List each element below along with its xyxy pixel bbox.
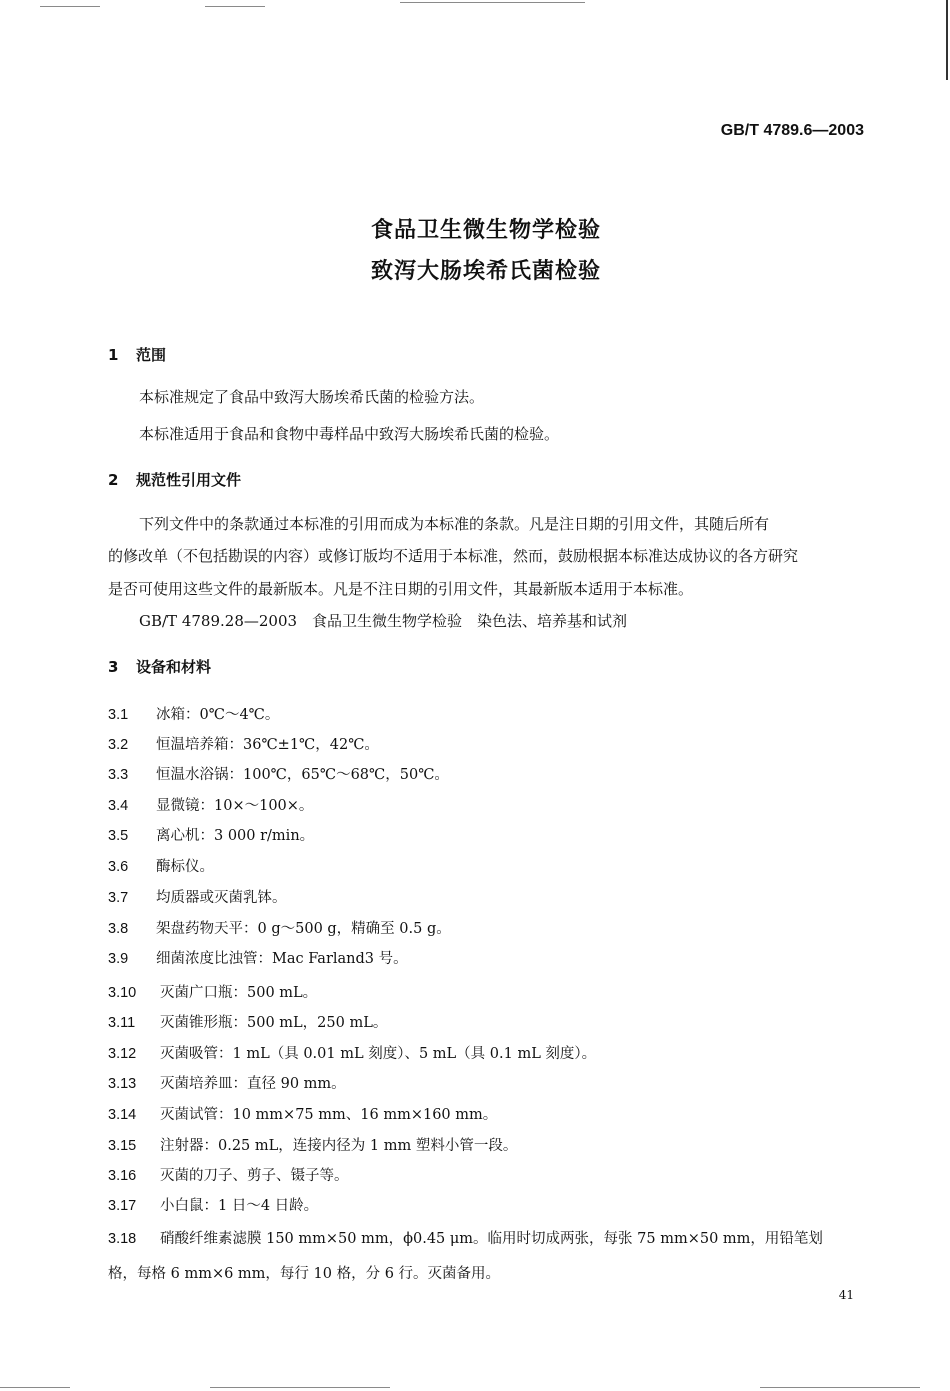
list-item: 3.8 架盘药物天平：0 g～500 g，精确至 0.5 g。 [108,921,451,937]
scan-artifact-top-right [400,2,585,3]
list-item: 3.6 酶标仪。 [108,859,214,875]
section-number: 1 [108,346,119,364]
s2-paragraph-line-1: 下列文件中的条款通过本标准的引用而成为本标准的条款。凡是注日期的引用文件，其随后所有 [139,515,770,533]
scan-artifact-bottom-left [0,1387,70,1388]
scan-artifact-bottom-right [760,1387,920,1388]
s2-paragraph-line-2: 的修改单（不包括勘误的内容）或修订版均不适用于本标准，然而，鼓励根据本标准达成协议的各方研究 [108,547,799,565]
page-number: 41 [838,1288,854,1302]
scan-artifact-bottom-mid [210,1387,390,1388]
scan-artifact-right-edge [946,0,948,80]
standard-number: GB/T 4789.6—2003 [720,122,864,139]
section-3-heading [108,656,211,677]
section-title: 设备和材料 [136,658,212,676]
list-item-continuation: 格，每格 6 mm×6 mm，每行 10 格，分 6 行。灭菌备用。 [108,1266,501,1282]
list-item: 3.10 灭菌广口瓶：500 mL。 [108,985,318,1001]
list-item: 3.4 显微镜：10×～100×。 [108,798,314,814]
list-item: 3.9 细菌浓度比浊管：Mac Farland3 号。 [108,951,408,967]
scan-artifact-top-left [40,6,100,7]
list-item: 3.12 灭菌吸管：1 mL（具 0.01 mL 刻度）、5 mL（具 0.1 mL 刻度）。 [108,1046,597,1062]
list-item: 3.2 恒温培养箱：36℃±1℃，42℃。 [108,737,379,753]
section-title: 规范性引用文件 [136,471,242,489]
s1-paragraph-2: 本标准适用于食品和食物中毒样品中致泻大肠埃希氏菌的检验。 [139,425,560,443]
list-item: 3.5 离心机：3 000 r/min。 [108,828,315,844]
scan-artifact-top-mid [205,6,265,7]
s1-paragraph-1: 本标准规定了食品中致泻大肠埃希氏菌的检验方法。 [139,388,485,406]
title-line-2: 致泻大肠埃希氏菌检验 [370,259,601,284]
list-item: 3.1 冰箱：0℃～4℃。 [108,707,280,723]
section-2-heading [108,469,241,490]
section-number: 2 [108,471,119,489]
list-item: 3.14 灭菌试管：10 mm×75 mm、16 mm×160 mm。 [108,1107,498,1123]
s2-paragraph-line-3: 是否可使用这些文件的最新版本。凡是不注日期的引用文件，其最新版本适用于本标准。 [108,580,694,598]
list-item: 3.13 灭菌培养皿：直径 90 mm。 [108,1076,346,1092]
section-number: 3 [108,658,119,676]
section-title: 范围 [136,346,167,364]
list-item: 3.18 硝酸纤维素滤膜 150 mm×50 mm，ϕ0.45 μm。临用时切成两张，每张 75 mm×50 mm，用铅笔划 [108,1231,823,1247]
title-line-1: 食品卫生微生物学检验 [370,218,601,243]
list-item: 3.16 灭菌的刀子、剪子、镊子等。 [108,1168,349,1184]
s2-reference: GB/T 4789.28—2003 食品卫生微生物学检验 染色法、培养基和试剂 [139,612,628,630]
list-item: 3.17 小白鼠：1 日～4 日龄。 [108,1198,319,1214]
list-item: 3.15 注射器：0.25 mL，连接内径为 1 mm 塑料小管一段。 [108,1138,518,1154]
list-item: 3.7 均质器或灭菌乳钵。 [108,890,287,906]
section-1-heading [108,344,166,365]
list-item: 3.11 灭菌锥形瓶：500 mL，250 mL。 [108,1015,388,1031]
list-item: 3.3 恒温水浴锅：100℃，65℃～68℃，50℃。 [108,767,449,783]
